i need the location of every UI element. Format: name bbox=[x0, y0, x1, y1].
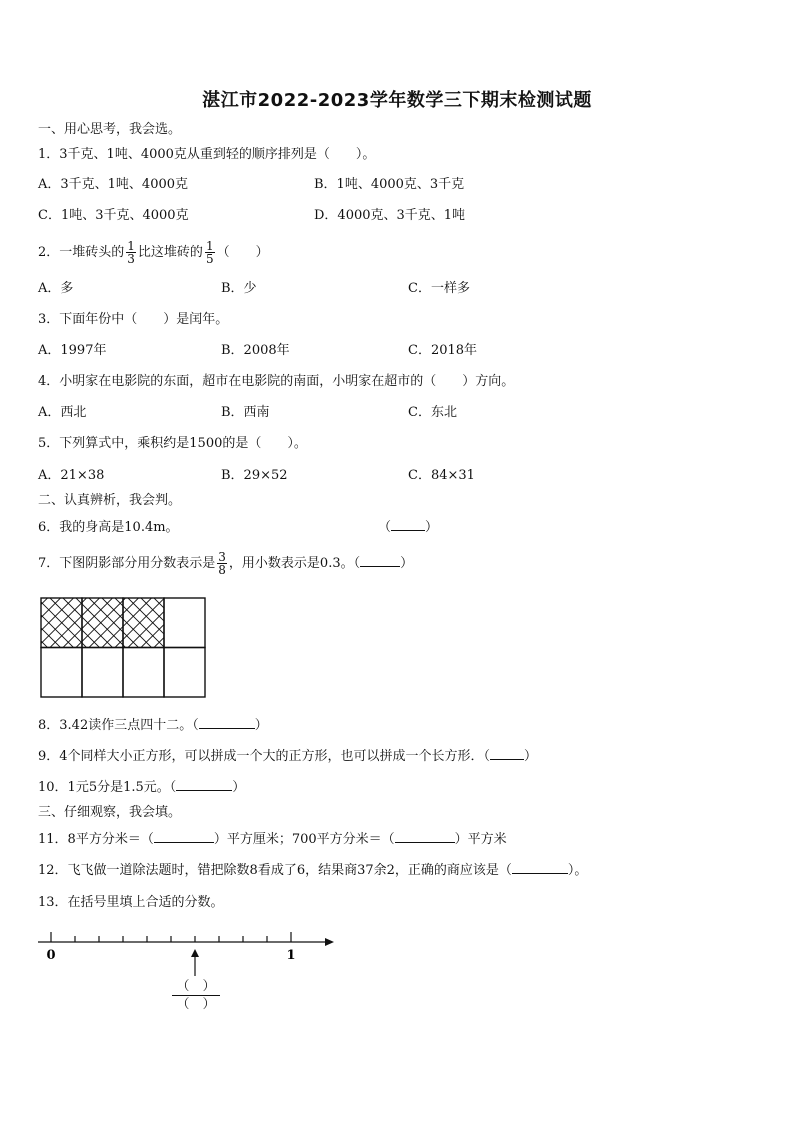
answer-blank[interactable] bbox=[176, 778, 232, 791]
question-2-text bbox=[38, 238, 269, 268]
question-2-option-b[interactable]: B．少 bbox=[221, 281, 257, 296]
section-3-heading: 三、仔细观察，我会填。 bbox=[38, 805, 182, 820]
question-11-text: 11．8平方分米＝（ ）平方厘米；700平方分米＝（ ）平方米 bbox=[38, 832, 507, 847]
question-2-option-a[interactable]: A．多 bbox=[38, 281, 74, 296]
question-2-post: （ ） bbox=[216, 245, 269, 260]
section-1-heading: 一、用心思考，我会选。 bbox=[38, 122, 182, 137]
up-arrow-icon bbox=[180, 948, 210, 978]
answer-blank[interactable] bbox=[490, 747, 524, 760]
grid-cell bbox=[164, 598, 205, 648]
question-1-option-c[interactable]: C．1吨、3千克、4000克 bbox=[38, 208, 189, 223]
fraction-one-fifth: $\frac{1}{5}$ bbox=[205, 239, 214, 266]
answer-numerator[interactable]: （ ） bbox=[172, 978, 220, 996]
answer-blank[interactable] bbox=[512, 861, 568, 874]
question-7-text: 7．下图阴影部分用分数表示是 $\frac{3}{8}$ ，用小数表示是0.3。（ ） bbox=[38, 550, 414, 577]
question-1-option-a[interactable]: A．3千克、1吨、4000克 bbox=[38, 177, 189, 192]
answer-fraction-box[interactable] bbox=[172, 978, 220, 1013]
page-title: 湛江市2022-2023学年数学三下期末检测试题 bbox=[202, 90, 592, 111]
question-1-text: 1．3千克、1吨、4000克从重到轻的顺序排列是（ ）。 bbox=[38, 147, 376, 162]
question-5-option-b[interactable]: B．29×52 bbox=[221, 468, 288, 483]
question-4-option-a[interactable]: A．西北 bbox=[38, 405, 87, 420]
question-9-text: 9．4个同样大小正方形，可以拼成一个大的正方形，也可以拼成一个长方形．（ ） bbox=[38, 749, 538, 764]
number-line-arrowhead bbox=[325, 938, 334, 946]
question-13-text: 13．在括号里填上合适的分数。 bbox=[38, 895, 224, 910]
question-8-text: 8．3.42读作三点四十二。（ ） bbox=[38, 718, 268, 733]
question-10-text: 10．1元5分是1.5元。（ ） bbox=[38, 780, 246, 795]
question-5-option-a[interactable]: A．21×38 bbox=[38, 468, 105, 483]
question-4-option-b[interactable]: B．西南 bbox=[221, 405, 270, 420]
answer-blank[interactable] bbox=[391, 518, 425, 531]
question-6-text: 6．我的身高是10.4m。 bbox=[38, 520, 179, 535]
question-1-option-d[interactable]: D．4000克、3千克、1吨 bbox=[314, 208, 466, 223]
question-3-text: 3．下面年份中（ ）是闰年。 bbox=[38, 312, 229, 327]
fraction-three-eighths: $\frac{3}{8}$ bbox=[218, 550, 226, 577]
question-1-option-b[interactable]: B．1吨、4000克、3千克 bbox=[314, 177, 465, 192]
question-3-option-b[interactable]: B．2008年 bbox=[221, 343, 290, 358]
grid-cell bbox=[123, 648, 164, 698]
fraction-one-third: $\frac{1}{3}$ bbox=[127, 239, 135, 266]
number-line-label-zero: 0 bbox=[46, 948, 56, 963]
question-4-text: 4．小明家在电影院的东面，超市在电影院的南面，小明家在超市的（ ）方向。 bbox=[38, 374, 515, 389]
question-12-text: 12．飞飞做一道除法题时，错把除数8看成了6，结果商37余2，正确的商应该是（ ）。 bbox=[38, 863, 588, 878]
question-2-pre: 2．一堆砖头的 bbox=[38, 245, 125, 260]
answer-blank[interactable] bbox=[395, 830, 455, 843]
answer-denominator[interactable]: （ ） bbox=[176, 997, 216, 1012]
question-3-option-a[interactable]: A．1997年 bbox=[38, 343, 107, 358]
grid-cell bbox=[82, 648, 123, 698]
question-4-option-c[interactable]: C．东北 bbox=[408, 405, 457, 420]
question-3-option-c[interactable]: C．2018年 bbox=[408, 343, 478, 358]
number-line-label-one: 1 bbox=[286, 948, 296, 963]
question-5-text: 5．下列算式中，乘积约是1500的是（ ）。 bbox=[38, 436, 307, 451]
question-6-answer[interactable]: （ ） bbox=[378, 520, 439, 535]
question-2-option-c[interactable]: C．一样多 bbox=[408, 281, 470, 296]
grid-cell bbox=[164, 648, 205, 698]
question-2-mid: 比这堆砖的 bbox=[137, 245, 203, 260]
shaded-grid-figure bbox=[40, 597, 206, 698]
question-5-option-c[interactable]: C．84×31 bbox=[408, 468, 475, 483]
answer-blank[interactable] bbox=[154, 830, 214, 843]
answer-blank[interactable] bbox=[360, 554, 400, 567]
grid-cell bbox=[41, 648, 82, 698]
answer-blank[interactable] bbox=[199, 716, 255, 729]
section-2-heading: 二、认真辨析，我会判。 bbox=[38, 493, 182, 508]
